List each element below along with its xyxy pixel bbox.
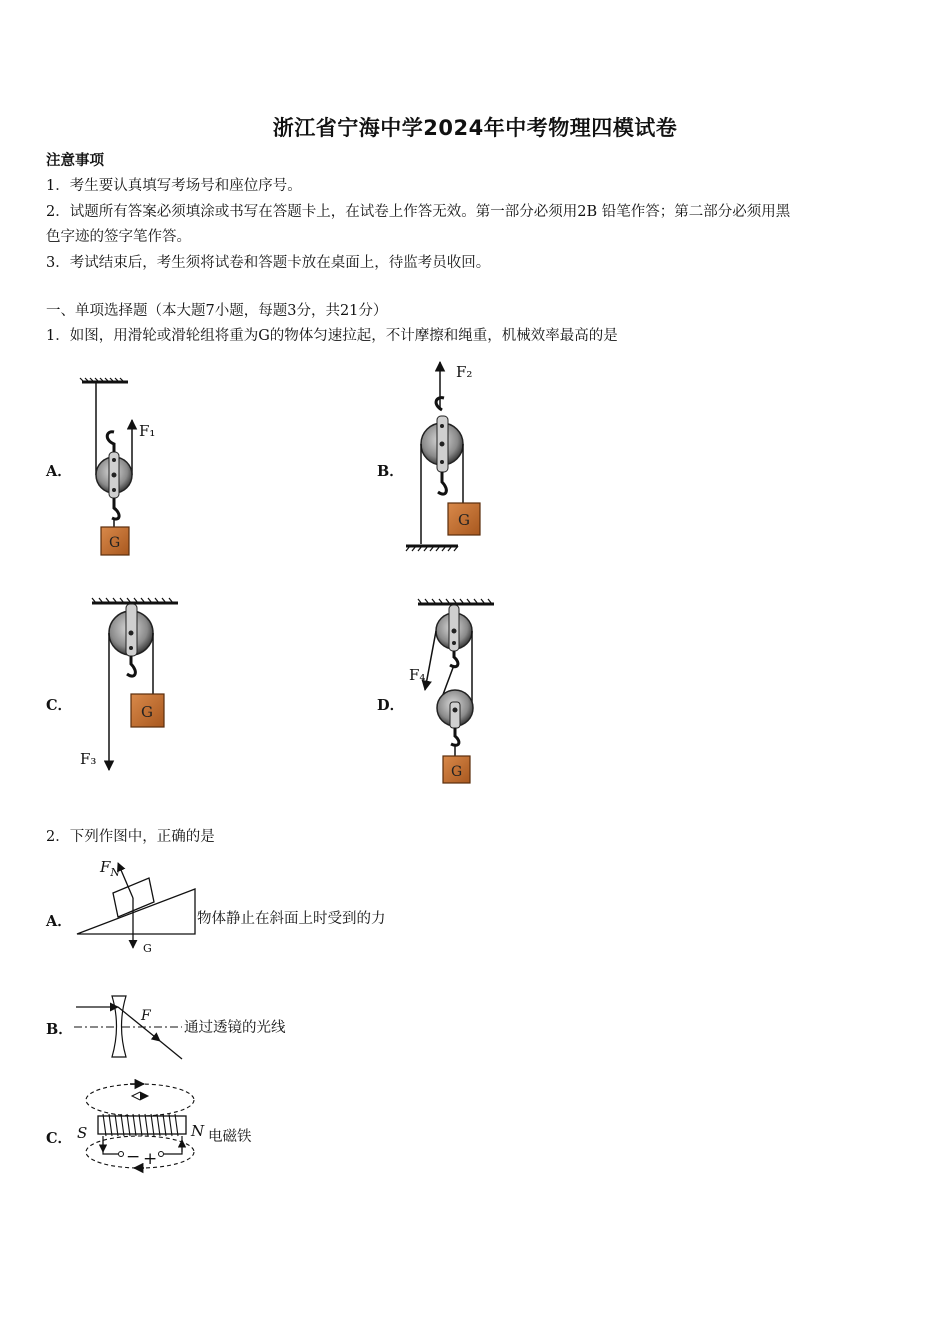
q2-c-s-label: S: [77, 1124, 88, 1142]
q2-c-n-label: N: [191, 1122, 205, 1140]
q2-a-g-label: G: [143, 942, 152, 955]
q2-option-b-letter: B．: [46, 1021, 73, 1038]
q2-c-minus-label: −: [126, 1147, 141, 1167]
q1-option-a-letter: A．: [46, 463, 72, 480]
question-1-stem: 1．如图，用滑轮或滑轮组将重为G的物体匀速拉起，不计摩擦和绳重，机械效率最高的是: [46, 328, 618, 344]
notice-item-2: 2．试题所有答案必须填涂或书写在答题卡上，在试卷上作答无效。第一部分必须用2B 铅笔作答；第二部分必须用黑: [46, 204, 791, 220]
q1-b-force-label: F₂: [456, 363, 473, 381]
q1-b-g-label: G: [458, 511, 470, 529]
section-heading: 一、单项选择题（本大题7小题，每题3分，共21分）: [46, 303, 388, 319]
q2-option-c-caption: 电磁铁: [208, 1129, 252, 1145]
q1-figure-a: [80, 378, 132, 555]
q2-figure-b: [74, 996, 182, 1059]
q1-option-d-letter: D．: [377, 697, 405, 714]
q2-b-f-label: F: [141, 1008, 151, 1024]
notice-item-2-cont: 色字迹的签字笔作答。: [46, 229, 191, 245]
notice-item-3: 3．考试结束后，考生须将试卷和答题卡放在桌面上，待监考员收回。: [46, 255, 491, 271]
q1-d-g-label: G: [451, 764, 463, 780]
notice-item-1: 1．考生要认真填写考场号和座位序号。: [46, 178, 302, 194]
q2-option-a-letter: A．: [46, 913, 72, 930]
q2-c-plus-label: +: [143, 1149, 158, 1169]
q2-option-a-caption: 物体静止在斜面上时受到的力: [197, 911, 386, 927]
q2-option-c-letter: C．: [46, 1130, 73, 1147]
q2-a-fn-sub: N: [110, 866, 121, 879]
q1-figure-c: [92, 598, 178, 770]
q1-c-g-label: G: [141, 703, 153, 721]
q2-option-b-caption: 通过透镜的光线: [184, 1020, 286, 1036]
q2-a-fn-f: F: [100, 858, 111, 876]
q2-a-fn-label: [99, 858, 120, 879]
q1-a-force-label: F₁: [139, 422, 156, 440]
q2-figure-a: [77, 863, 195, 948]
question-2-stem: 2．下列作图中，正确的是: [46, 829, 215, 845]
q1-figure-d: [418, 599, 494, 783]
q1-d-force-label: F₄: [409, 666, 426, 684]
page-title: 浙江省宁海中学2024年中考物理四模试卷: [272, 116, 678, 140]
q1-option-c-letter: C．: [46, 697, 73, 714]
notice-heading: 注意事项: [46, 152, 104, 169]
q1-option-b-letter: B．: [377, 463, 404, 480]
q1-a-g-label: G: [109, 535, 121, 551]
q1-c-force-label: F₃: [80, 750, 97, 768]
